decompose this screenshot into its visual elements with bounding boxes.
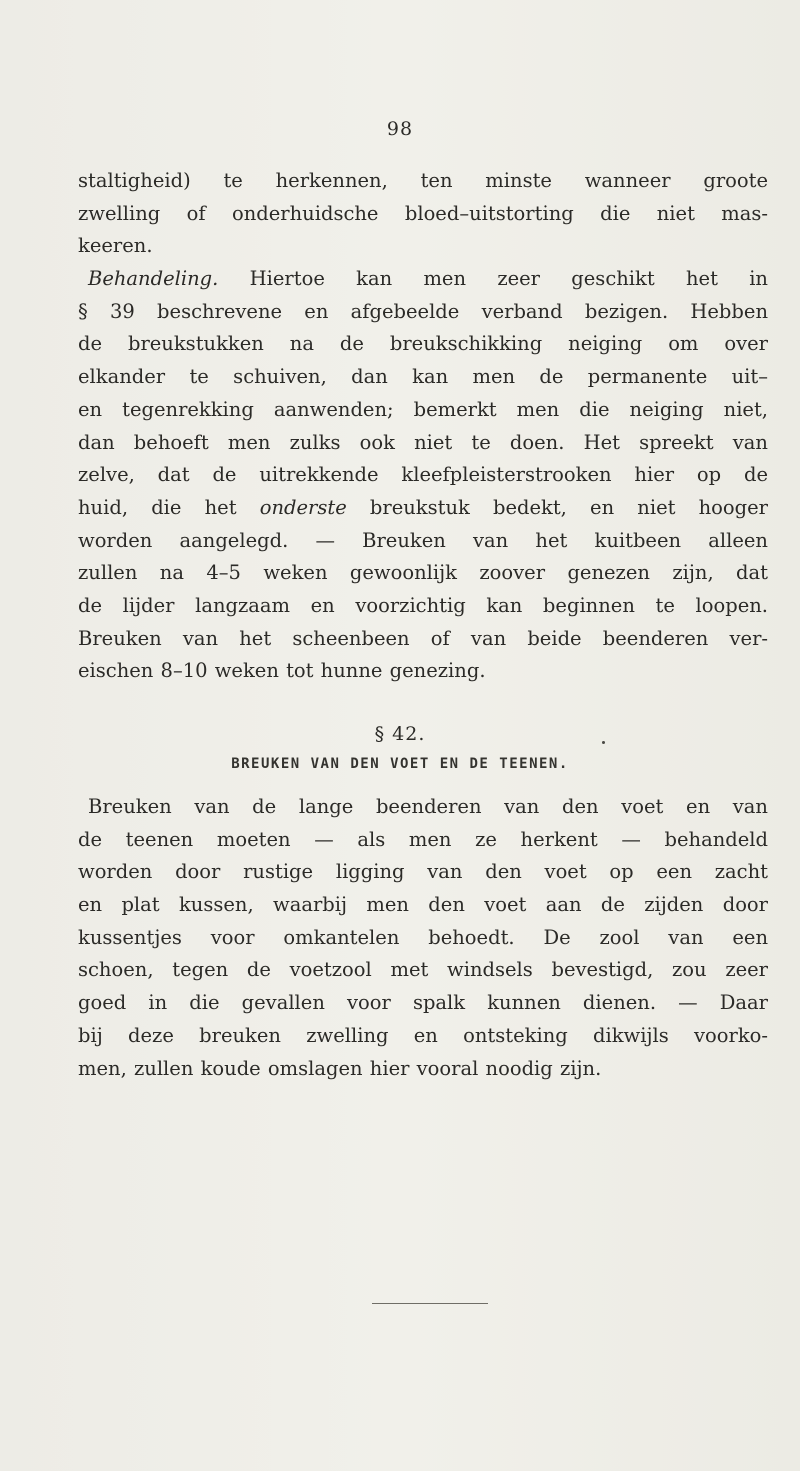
text-line: goed in die gevallen voor spalk kunnen dienen. — Daar <box>78 991 768 1015</box>
text-block-upper <box>78 165 768 688</box>
text-fragment: breukstuk bedekt, en niet hooger <box>346 495 768 519</box>
text-line: worden aangelegd. — Breuken van het kuitbeen alleen <box>78 528 768 552</box>
print-speck <box>602 741 605 744</box>
text-line: zelve, dat de uitrekkende kleefpleisterstrooken hier op de <box>78 463 768 487</box>
text-line: men, zullen koude omslagen hier vooral noodig zijn. <box>78 1056 602 1080</box>
text-line: en plat kussen, waarbij men den voet aan de zijden door <box>78 893 768 917</box>
text-line: keeren. <box>78 234 153 258</box>
text-line: en tegenrekking aanwenden; bemerkt men die neiging niet, <box>78 397 768 421</box>
text-line: worden door rustige ligging van den voet op een zacht <box>78 860 768 884</box>
text-line: Breuken van het scheenbeen of van beide beenderen ver- <box>78 626 768 650</box>
text-line: eischen 8–10 weken tot hunne genezing. <box>78 659 486 683</box>
text-line <box>78 263 768 296</box>
text-line: zwelling of onderhuidsche bloed–uitstorting die niet mas- <box>78 201 768 225</box>
text-line <box>78 492 768 525</box>
text-line: de breukstukken na de breukschikking neiging om over <box>78 332 768 356</box>
text-line: Breuken van de lange beenderen van den voet en van <box>88 795 768 818</box>
text-line: zullen na 4–5 weken gewoonlijk zoover genezen zijn, dat <box>78 561 768 585</box>
italic-word: onderste <box>259 495 347 519</box>
text-line: de lijder langzaam en voorzichtig kan beginnen te loopen. <box>78 593 768 617</box>
text-line: de teenen moeten — als men ze herkent — behandeld <box>78 827 768 851</box>
text-fragment: Hiertoe kan men zeer geschikt het in <box>218 267 768 291</box>
text-line: § 39 beschrevene en afgebeelde verband bezigen. Hebben <box>78 299 768 323</box>
text-block-lower <box>78 791 768 1085</box>
text-fragment: huid, die het <box>78 495 260 519</box>
section-number: § 42. <box>374 723 426 745</box>
text-line: elkander te schuiven, dan kan men de permanente uit– <box>78 365 768 389</box>
text-line: dan behoeft men zulks ook niet te doen. Het spreekt van <box>78 430 768 454</box>
text-line: schoen, tegen de voetzool met windsels bevestigd, zou zeer <box>78 958 768 982</box>
text-line: kussentjes voor omkantelen behoedt. De zool van een <box>78 925 768 949</box>
subheading-behandeling: Behandeling. <box>88 267 219 291</box>
section-title: BREUKEN VAN DEN VOET EN DE TEENEN. <box>231 756 569 772</box>
text-line: staltigheid) te herkennen, ten minste wanneer groote <box>78 169 768 192</box>
page-number: 98 <box>386 118 414 140</box>
footer-rule <box>372 1303 488 1304</box>
text-line: bij deze breuken zwelling en ontsteking dikwijls voorko- <box>78 1023 768 1047</box>
